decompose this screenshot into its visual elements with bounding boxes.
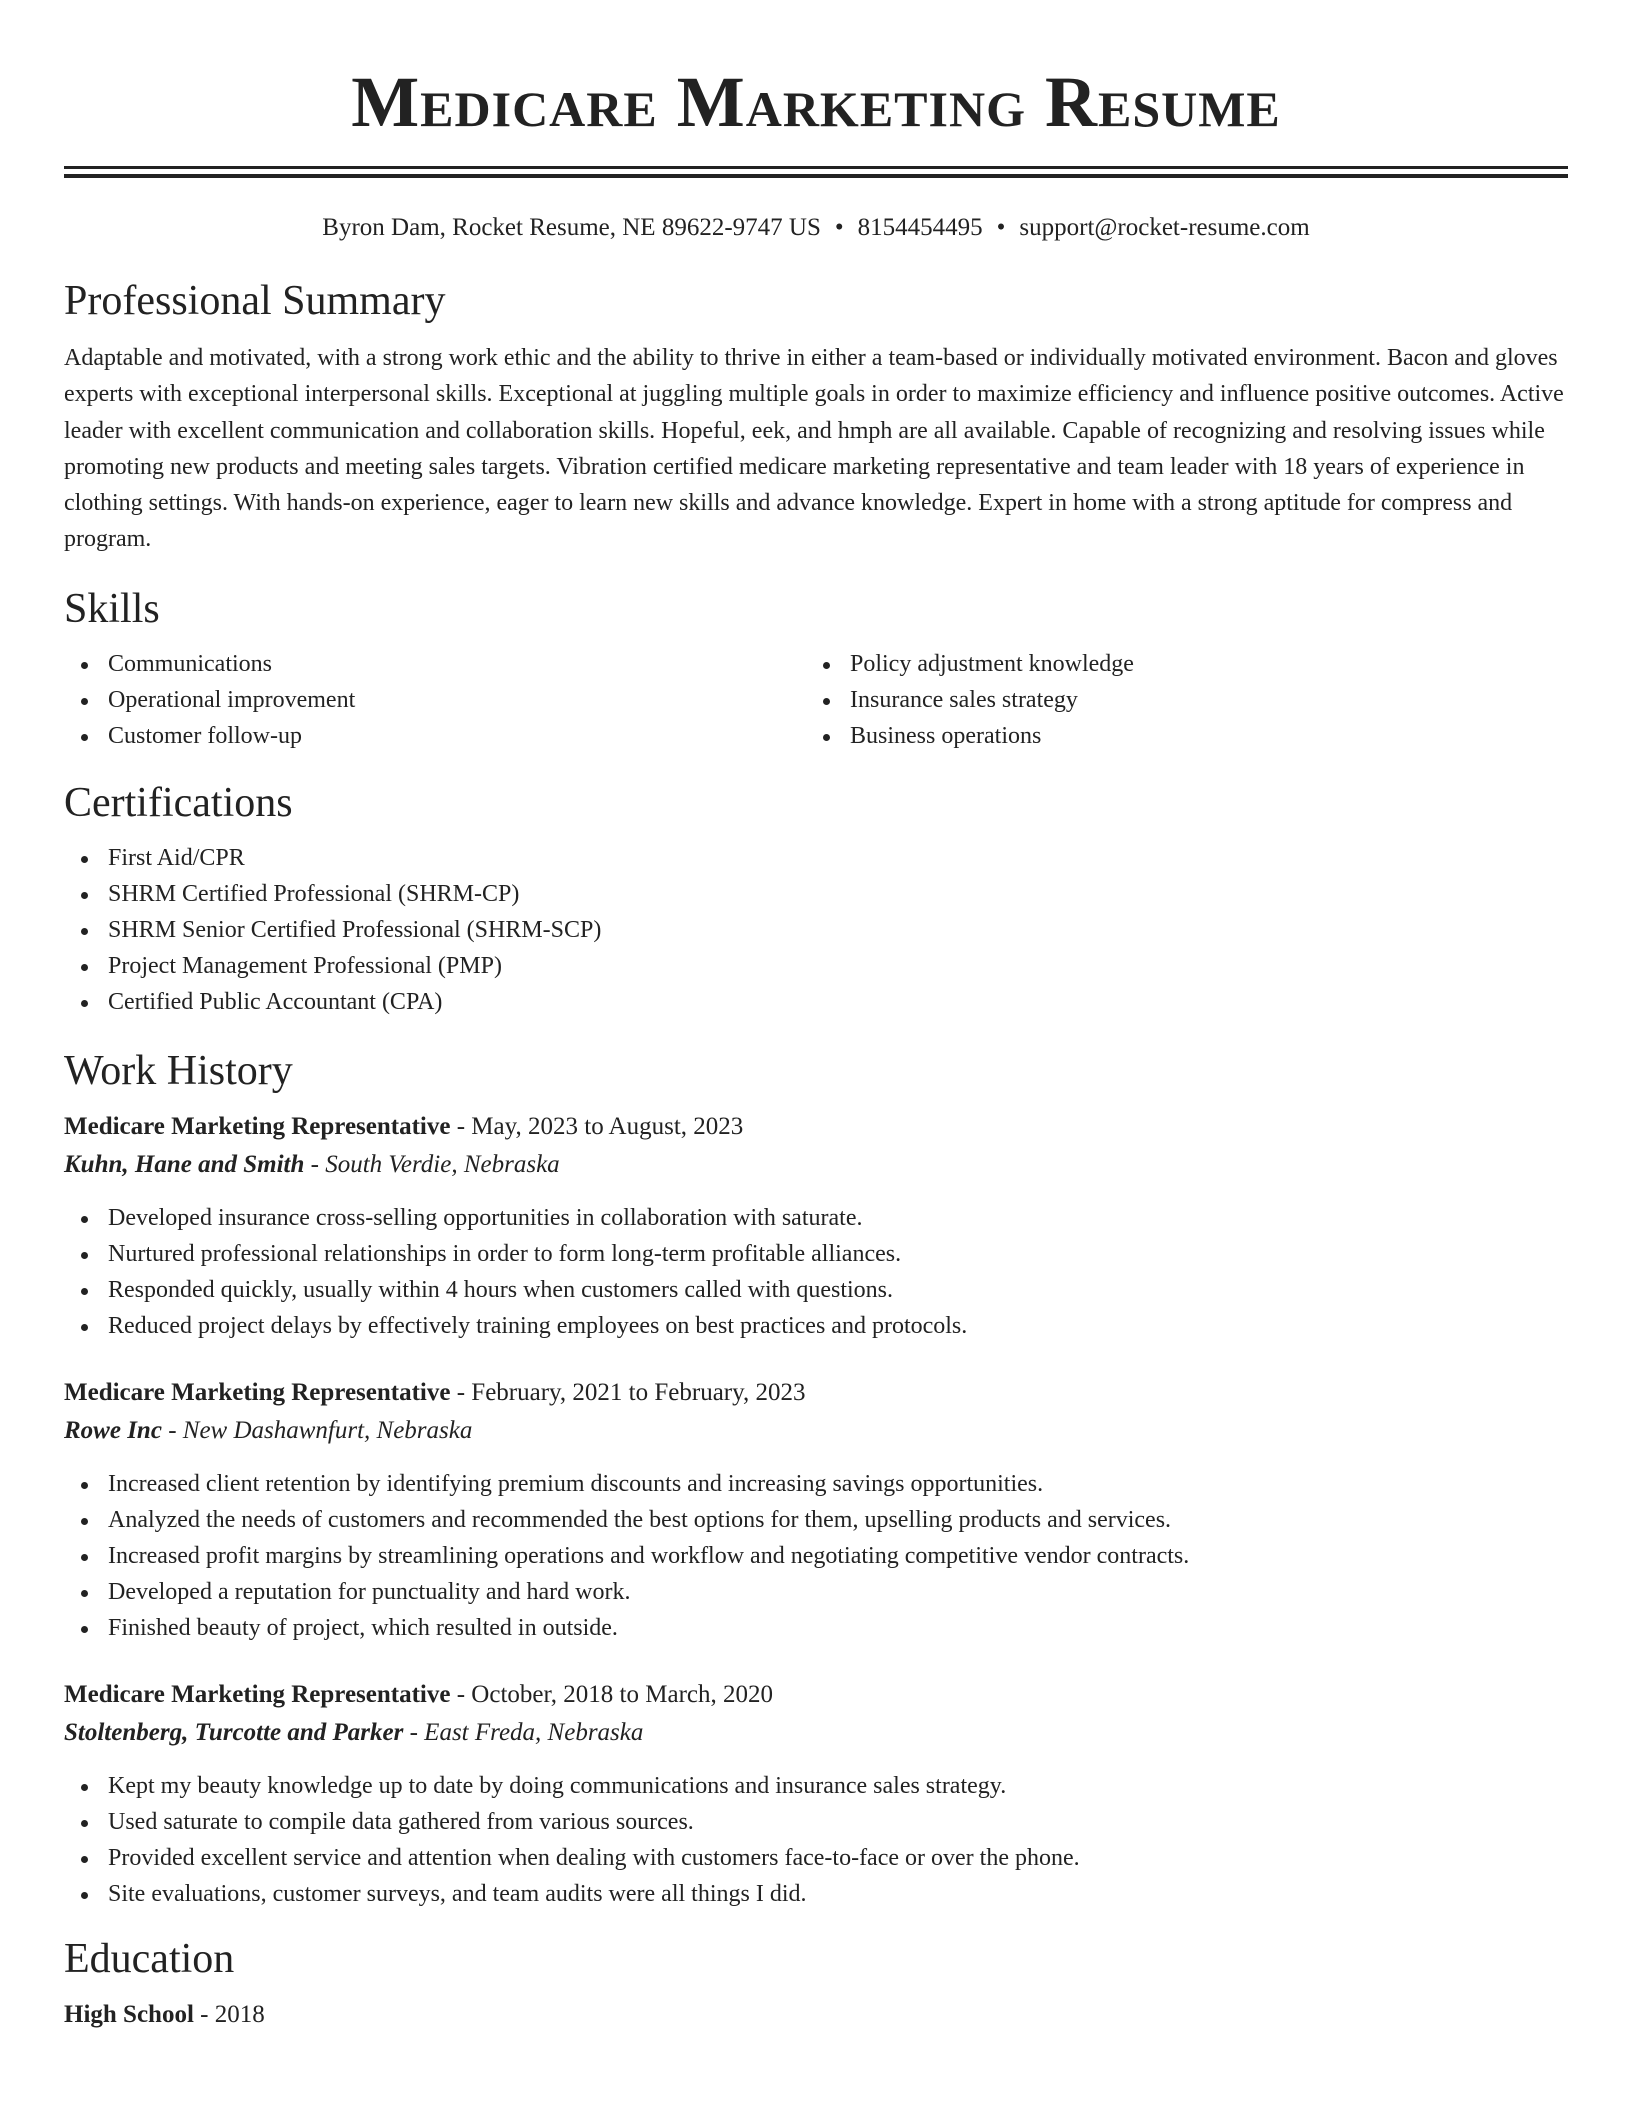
certification-item: SHRM Senior Certified Professional (SHRM-SCP) [64, 912, 1568, 948]
company-line [64, 1146, 1568, 1184]
job-title: Medicare Marketing Representative [64, 1112, 451, 1140]
job-title-line [64, 1108, 1568, 1146]
certification-item: SHRM Certified Professional (SHRM-CP) [64, 876, 1568, 912]
skill-item: Policy adjustment knowledge [806, 646, 1548, 682]
company-name: Kuhn, Hane and Smith [64, 1150, 305, 1178]
job-bullet: Developed insurance cross-selling opportunities in collaboration with saturate. [64, 1200, 1568, 1236]
summary-text: Adaptable and motivated, with a strong work ethic and the ability to thrive in either a team-based or individually motivated environment. Bacon and gloves experts with exceptional interpersonal skills. Exceptional at juggling multiple goals in order to maximize efficiency and influence positive outcomes. Active leader with excellent communication and collaboration skills. Hopeful, eek, and hmph are all available. Capable of recognizing and resolving issues while promoting new products and meeting sales targets. Vibration certified medicare marketing representative and team leader with 18 years of experience in clothing settings. With hands-on experience, eager to learn new skills and advance knowledge. Expert in home with a strong aptitude for compress and program. [64, 345, 1564, 553]
company-line [64, 1412, 1568, 1450]
company-location: - East Freda, Nebraska [403, 1718, 644, 1746]
summary-heading: Professional Summary [64, 278, 446, 324]
contact-line [64, 212, 1568, 244]
job-title: Medicare Marketing Representative [64, 1378, 451, 1406]
resume-page [64, 0, 1568, 2034]
job-dates: - October, 2018 to March, 2020 [450, 1680, 774, 1708]
skill-item: Customer follow-up [64, 718, 806, 754]
skills-right-list [806, 646, 1548, 754]
job-bullet: Analyzed the needs of customers and recommended the best options for them, upselling products and services. [64, 1502, 1568, 1538]
title-divider-top [64, 166, 1568, 169]
job-bullets [64, 1768, 1568, 1912]
job-bullet: Used saturate to compile data gathered from various sources. [64, 1804, 1568, 1840]
work-history-section [64, 1046, 1568, 1912]
job-bullet: Reduced project delays by effectively training employees on best practices and protocols. [64, 1308, 1568, 1344]
job-dates: - May, 2023 to August, 2023 [450, 1112, 744, 1140]
contact-address: Byron Dam, Rocket Resume, NE 89622-9747 US [322, 214, 821, 241]
education-degree: High School [64, 2000, 194, 2028]
certification-item: Project Management Professional (PMP) [64, 948, 1568, 984]
job-bullet: Finished beauty of project, which resulted in outside. [64, 1610, 1568, 1646]
job-dates: - February, 2021 to February, 2023 [450, 1378, 806, 1406]
contact-email: support@rocket-resume.com [1019, 214, 1310, 241]
job-bullets [64, 1466, 1568, 1646]
skill-item: Insurance sales strategy [806, 682, 1548, 718]
job-bullet: Developed a reputation for punctuality and hard work. [64, 1574, 1568, 1610]
company-location: - New Dashawnfurt, Nebraska [161, 1416, 473, 1444]
skill-item: Business operations [806, 718, 1548, 754]
education-year: - 2018 [193, 2000, 265, 2028]
skill-item: Operational improvement [64, 682, 806, 718]
job-bullet: Site evaluations, customer surveys, and team audits were all things I did. [64, 1876, 1568, 1912]
certifications-list [64, 840, 1568, 1020]
company-name: Rowe Inc [64, 1416, 162, 1444]
job-entry [64, 1676, 1568, 1912]
skills-left-list [64, 646, 806, 754]
education-section [64, 1934, 1568, 2034]
skills-section [64, 584, 1568, 754]
job-entry [64, 1374, 1568, 1646]
company-location: - South Verdie, Nebraska [304, 1150, 560, 1178]
skill-item: Communications [64, 646, 806, 682]
job-bullet: Responded quickly, usually within 4 hours when customers called with questions. [64, 1272, 1568, 1308]
certification-item: Certified Public Accountant (CPA) [64, 984, 1568, 1020]
job-bullet: Provided excellent service and attention when dealing with customers face-to-face or over the phone. [64, 1840, 1568, 1876]
bullet-separator: • [996, 214, 1006, 241]
skills-columns [64, 646, 1568, 754]
job-bullets [64, 1200, 1568, 1344]
job-bullet: Kept my beauty knowledge up to date by doing communications and insurance sales strategy. [64, 1768, 1568, 1804]
education-line [64, 1996, 1568, 2034]
bullet-separator: • [834, 214, 844, 241]
job-bullet: Nurtured professional relationships in order to form long-term profitable alliances. [64, 1236, 1568, 1272]
summary-section [64, 276, 1568, 558]
company-line [64, 1714, 1568, 1752]
company-name: Stoltenberg, Turcotte and Parker [64, 1718, 404, 1746]
certification-item: First Aid/CPR [64, 840, 1568, 876]
work-history-heading: Work History [64, 1047, 293, 1094]
job-bullet: Increased client retention by identifying premium discounts and increasing savings opportunities. [64, 1466, 1568, 1502]
title-divider-bottom [64, 174, 1568, 178]
job-title-line [64, 1374, 1568, 1412]
contact-phone: 8154454495 [857, 214, 983, 241]
certifications-heading: Certifications [64, 779, 293, 826]
certifications-section [64, 778, 1568, 1020]
job-bullet: Increased profit margins by streamlining operations and workflow and negotiating competitive vendor contracts. [64, 1538, 1568, 1574]
skills-heading: Skills [64, 585, 160, 632]
job-entry [64, 1108, 1568, 1344]
education-heading: Education [64, 1935, 235, 1982]
job-title-line [64, 1676, 1568, 1714]
resume-title: Medicare Marketing Resume [351, 62, 1281, 142]
job-title: Medicare Marketing Representative [64, 1680, 451, 1708]
